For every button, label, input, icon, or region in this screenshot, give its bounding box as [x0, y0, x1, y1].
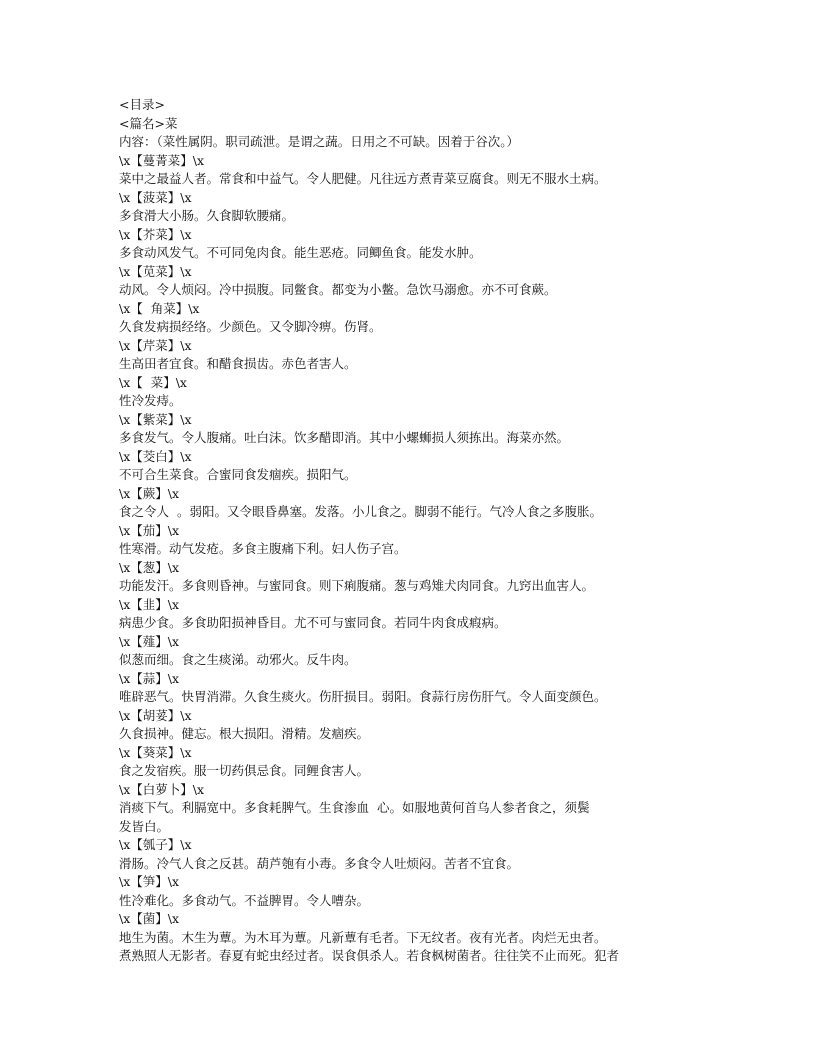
- entry-text: 多食动风发气。不可同兔肉食。能生恶疮。同鲫鱼食。能发水肿。: [119, 245, 482, 260]
- entry-heading: \x【白萝卜】\x: [119, 781, 205, 797]
- chapter-title: <篇名>菜: [119, 115, 178, 131]
- entry-heading: \x【笋】\x: [119, 874, 180, 889]
- entry-heading: \x【 角菜】\x: [119, 300, 200, 316]
- entry-heading: \x【蕨】\x: [119, 485, 180, 501]
- entry-heading: \x【茭白】\x: [119, 448, 192, 464]
- entry-heading: \x【韭】\x: [119, 596, 180, 612]
- entry-heading: \x【芥菜】\x: [119, 226, 192, 242]
- entry-text: 唯辟恶气。快胃消滞。久食生痰火。伤肝损目。弱阳。食蒜行房伤肝气。令人面变颜色。: [119, 689, 607, 704]
- entry-text: 菜中之最益人者。常食和中益气。令人肥健。凡往远方煮青菜豆腐食。则无不服水土病。: [119, 171, 607, 186]
- entry-text: 久食发病损经络。少颜色。又令脚冷痹。伤肾。: [119, 319, 382, 334]
- entry-heading: \x【紫菜】\x: [119, 411, 192, 427]
- entry-heading: \x【菠菜】\x: [119, 189, 192, 205]
- entry-text: 滑肠。冷气人食之反甚。葫芦匏有小毒。多食令人吐烦闷。苦者不宜食。: [119, 855, 520, 871]
- entry-text: 多食发气。令人腹痛。吐白沫。饮多醋即消。其中小螺蛳损人须拣出。海菜亦然。: [119, 430, 570, 445]
- entry-heading: \x【瓠子】\x: [119, 837, 192, 852]
- entry-heading: \x【蒜】\x: [119, 670, 180, 686]
- entry-text: 久食损神。健忘。根大损阳。滑精。发痼疾。: [119, 726, 370, 741]
- entry-text: 消痰下气。利膈宽中。多食耗脾气。生食渗血 心。如服地黄何首乌人参者食之，须鬓: [119, 800, 590, 815]
- entry-text: 食之发宿疾。服一切药俱忌食。同鲤食害人。: [119, 763, 370, 778]
- entry-heading: \x【薤】\x: [119, 633, 180, 649]
- entry-text: 动风。令人烦闷。冷中损腹。同鳖食。都变为小鳖。急饮马溺愈。亦不可食蕨。: [119, 282, 557, 297]
- entry-text-continued: 煮熟照人无影者。春夏有蛇虫经过者。误食俱杀人。若食枫树菌者。往往笑不止而死。犯者: [119, 948, 620, 963]
- entry-text: 性寒滑。动气发疮。多食主腹痛下利。妇人伤子宫。: [119, 541, 407, 556]
- entry-text: 不可合生菜食。合蜜同食发痼疾。损阳气。: [119, 467, 357, 482]
- entry-heading: \x【葱】\x: [119, 559, 180, 575]
- entry-text: 似葱而细。食之生痰涕。动邪火。反牛肉。: [119, 652, 357, 667]
- chapter-intro: 内容：（菜性属阴。职司疏泄。是谓之蔬。日用之不可缺。因着于谷次。）: [119, 134, 520, 149]
- entry-heading: \x【蔓菁菜】\x: [119, 152, 205, 168]
- entry-text: 病患少食。多食助阳损神昏目。尤不可与蜜同食。若同牛肉食成瘕病。: [119, 615, 507, 630]
- entry-heading: \x【茄】\x: [119, 522, 180, 538]
- entry-heading: \x【 菜】\x: [119, 374, 187, 390]
- entry-heading: \x【苋菜】\x: [119, 263, 192, 279]
- entry-heading: \x【葵菜】\x: [119, 744, 192, 760]
- document-page: [119, 96, 699, 966]
- entry-heading: \x【菌】\x: [119, 911, 180, 926]
- entry-text: 生高田者宜食。和醋食损齿。赤色者害人。: [119, 356, 357, 371]
- entry-text: 性冷发痔。: [119, 393, 182, 408]
- entry-text: 多食滑大小肠。久食脚软腰痛。: [119, 208, 295, 223]
- entry-heading: \x【芹菜】\x: [119, 337, 192, 353]
- toc-marker: <目录>: [119, 97, 165, 112]
- entry-text: 地生为菌。木生为蕈。为木耳为蕈。凡新蕈有毛者。下无纹者。夜有光者。肉烂无虫者。: [119, 929, 607, 945]
- entry-text-continued: 发皆白。: [119, 818, 170, 834]
- entry-text: 功能发汗。多食则昏神。与蜜同食。则下痢腹痛。葱与鸡雉犬肉同食。九窍出血害人。: [119, 578, 595, 593]
- entry-heading: \x【胡荽】\x: [119, 707, 192, 723]
- entry-text: 食之令人 。弱阳。又令眼昏鼻塞。发落。小儿食之。脚弱不能行。气冷人食之多腹胀。: [119, 504, 602, 519]
- entry-text: 性冷难化。多食动气。不益脾胃。令人嘈杂。: [119, 892, 370, 908]
